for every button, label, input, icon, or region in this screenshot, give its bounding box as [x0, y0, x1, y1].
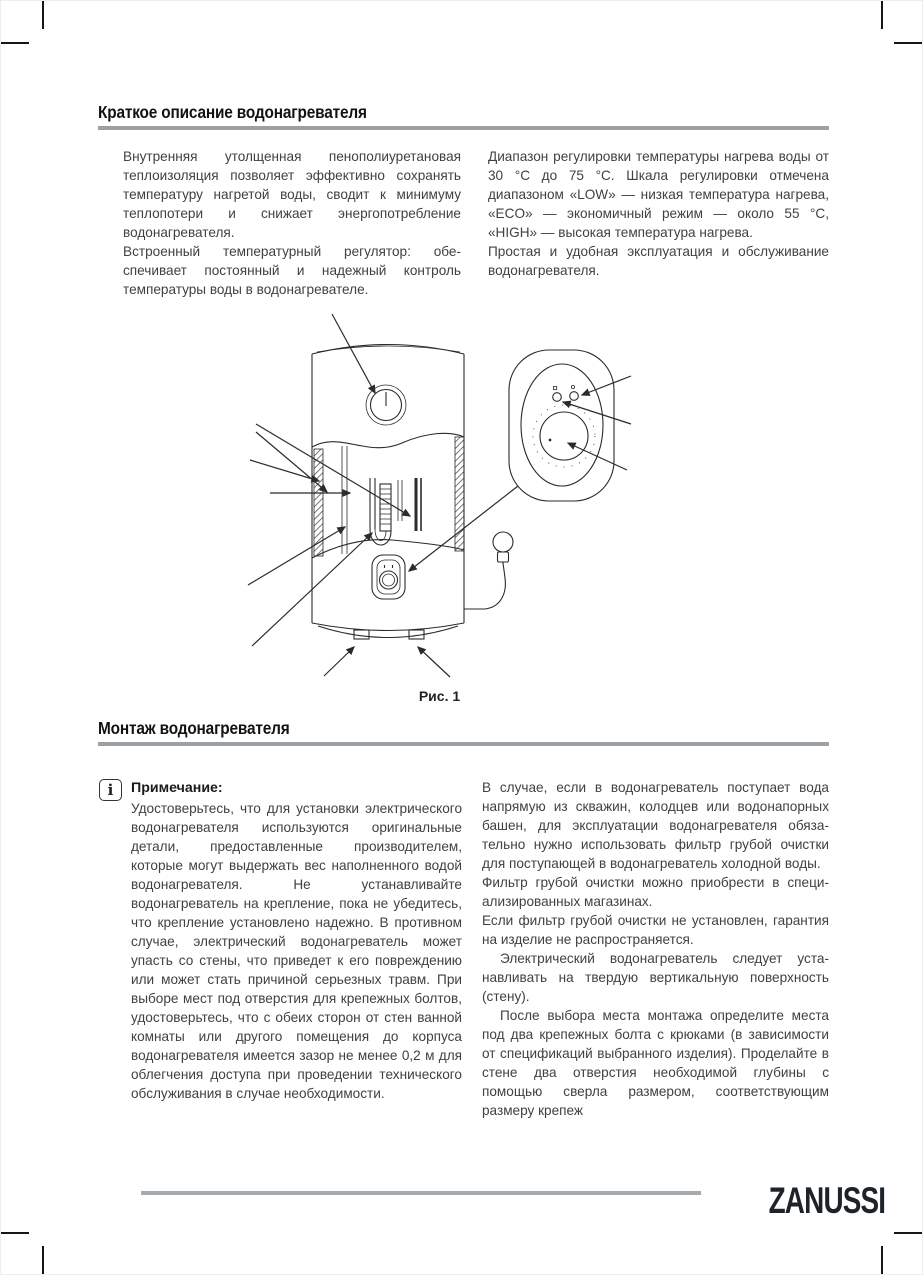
cutaway-section	[312, 433, 464, 558]
note-block	[131, 778, 462, 1103]
temperature-knob	[540, 412, 588, 460]
zanussi-logo: ZANUSSI	[768, 1180, 885, 1222]
paragraph: После выбора места монтажа определите места под два крепежных болта с крюками (в зависимости от спецификаций выбранного изделия). Проделайте в стене два отверстия необходимой глубины с помощью сверла размером, соответствующим размеру крепеж	[482, 1008, 829, 1118]
figure-caption: Рис. 1	[418, 688, 461, 704]
paragraph: Электрический водонагреватель следует устанавливать на твердую вертикальную поверхность (стену).	[482, 951, 829, 1004]
heating-element	[370, 478, 421, 545]
installation-columns	[98, 778, 829, 1120]
indicator-lamp	[553, 393, 562, 402]
figure-1	[98, 306, 829, 688]
crop-mark	[894, 42, 922, 44]
power-cord-plug	[464, 532, 513, 609]
heading-rule	[98, 126, 829, 130]
note-title: Примечание:	[131, 780, 223, 796]
section-summary-heading	[98, 102, 829, 130]
installation-right-column	[482, 778, 829, 1120]
crop-mark	[42, 1, 44, 29]
crop-mark	[1, 1232, 29, 1234]
thermometer-dial	[366, 385, 406, 425]
knob-scale	[533, 405, 595, 467]
insulation-hatch-left	[314, 449, 323, 556]
section-installation-title: Монтаж водонагревателя	[98, 718, 290, 738]
paragraph: Простая и удобная эксплуатация и обслуживание водонагревателя.	[488, 244, 829, 278]
summary-columns	[98, 147, 829, 299]
footer-rule	[141, 1191, 701, 1195]
paragraph: Внутренняя утолщенная пенополиуретановая теплоизоляция позволяет эффективно сохранять температуру нагретой воды, сводит к минимуму теплопотери и снижает энергопотребление водонагревателя.	[123, 149, 461, 240]
section-installation-heading	[98, 718, 829, 746]
crop-mark	[894, 1232, 922, 1234]
paragraph: Встроенный температурный регулятор: обеспечивает постоянный и надежный контроль температуры воды в водонагревателе.	[123, 244, 461, 297]
crop-mark	[1, 42, 29, 44]
control-box	[372, 555, 405, 599]
note-text: Удостоверьтесь, что для установки электрического водонагревателя используются оригинальные детали, предоставленные производителем, которые могут выдержать вес наполненного водой водонагревателя. Не устанавливайте водонагреватель на крепление, пока не убедитесь, что крепление установлено надежно. В противном случае, электрический водонагреватель может упасть со стены, что приведет к его повреждению или может стать причиной серьезных травм. При выборе мест под отверстия для крепежных болтов, удостоверьтесь, что с обеих сторон от стен ванной комнаты или другого помещения до корпуса водонагревателя имеется зазор не менее 0,2 м для облегчения доступа при проведении технического обслуживания в случае необходимости.	[131, 801, 462, 1101]
summary-left-column	[123, 147, 461, 299]
paragraph: Диапазон регулировки температуры нагрева воды от 30 °C до 75 °C. Шкала регулировки отмечена диапазоном «LOW» — низкая температура нагрева, «ECO» — экономичный режим — около 55 °C, «HIGH» — высокая температура нагрева.	[488, 149, 829, 240]
crop-mark	[42, 1246, 44, 1274]
leader-arrows	[248, 314, 631, 677]
section-summary-title: Краткое описание водонагревателя	[98, 102, 367, 122]
heading-rule	[98, 742, 829, 746]
installation-left-column	[98, 778, 462, 1120]
summary-right-column	[488, 147, 829, 299]
tank-outline	[312, 345, 464, 638]
indicator-mark	[554, 387, 557, 390]
crop-mark	[881, 1246, 883, 1274]
paragraph: Фильтр грубой очистки можно приобрести в специализированных магазинах.	[482, 875, 829, 909]
indicator-mark	[571, 385, 574, 388]
paragraph: Если фильтр грубой очистки не установлен, гарантия на изделие не распространяется.	[482, 913, 829, 947]
indicator-lamp	[570, 392, 579, 401]
crop-mark	[881, 1, 883, 29]
water-heater-diagram	[98, 306, 829, 688]
info-icon: i	[99, 779, 122, 801]
paragraph: В случае, если в водонагреватель поступает вода напрямую из скважин, колодцев или водонапорных башен, для эксплуатации водонагревателя обязательно нужно использовать фильтр грубой очистки для поступающей в водонагреватель холодной воды.	[482, 780, 829, 871]
control-panel-detail	[509, 350, 614, 501]
